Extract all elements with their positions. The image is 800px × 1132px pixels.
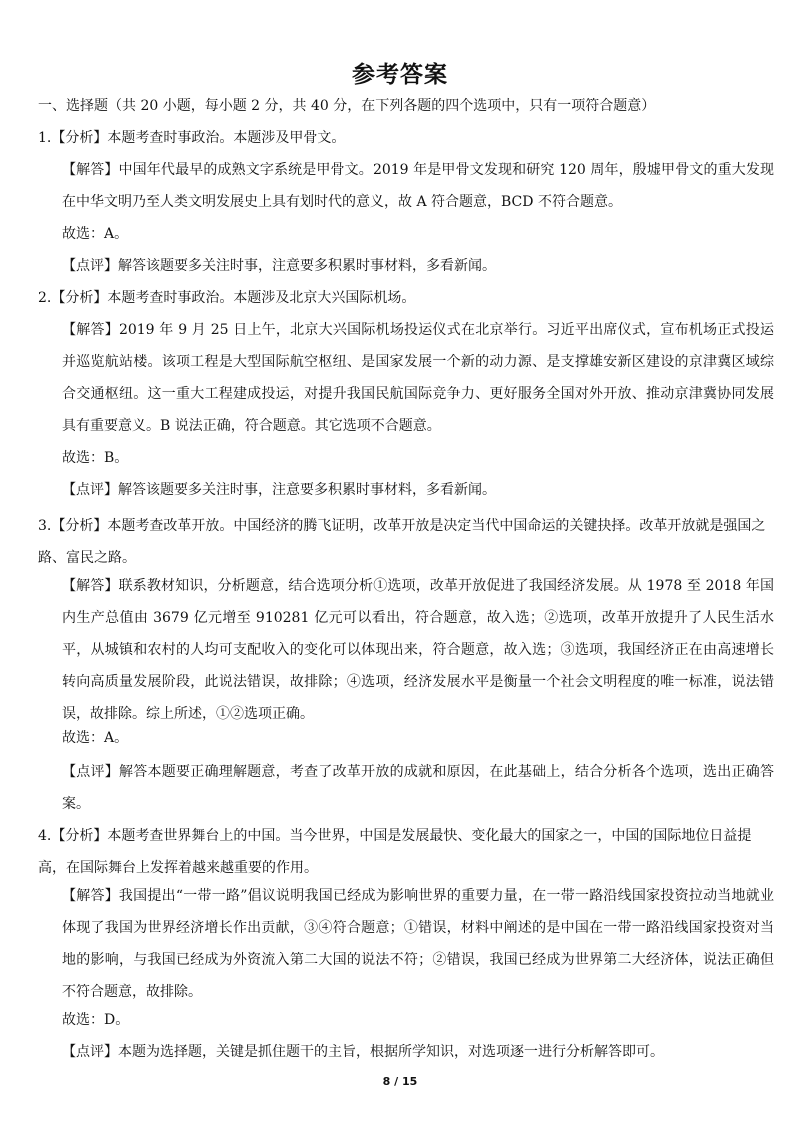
q4-answer: 【解答】我国提出“一带一路”倡议说明我国已经成为影响世界的重要力量，在一带一路沿线国家投资拉动当地就业体现了我国为世界经济增长作出贡献，③④符合题意；①错误，材料中阐述的是中国在一带一路沿线国家投资对当地的影响，与我国已经成为外资流入第二大国的说法不符；②错误，我国已经成为世界第二大经济体，说法正确但不符合题意，故排除。 [62,888,774,1000]
q4-analysis: 4.【分析】本题考查世界舞台上的中国。当今世界，中国是发展最快、变化最大的国家之一，中国的国际地位日益提高，在国际舞台上发挥着越来越重要的作用。 [38,828,752,876]
q3-choice: 故选：A。 [62,730,129,746]
q2-analysis: 2.【分析】本题考查时事政治。本题涉及北京大兴国际机场。 [38,290,416,306]
q1-answer: 【解答】中国年代最早的成熟文字系统是甲骨文。2019 年是甲骨文发现和研究 120 周年，殷墟甲骨文的重大发现在中华文明乃至人类文明发展史上具有划时代的意义，故 A 符合题意，BCD 不符合题意。 [62,162,774,210]
q1-analysis: 1.【分析】本题考查时事政治。本题涉及甲骨文。 [38,130,346,146]
q3-answer: 【解答】联系教材知识，分析题意，结合选项分析①选项，改革开放促进了我国经济发展。从 1978 至 2018 年国内生产总值由 3679 亿元增至 910281 亿元可以看出，符合题意，故入选；②选项，改革开放提升了人民生活水平，从城镇和农村的人均可支配收入的变化可以体现出来，符合题意，故入选；③选项，我国经济正在由高速增长转向高质量发展阶段，此说法错误，故排除；④选项，经济发展水平是衡量一个社会文明程度的唯一标准，说法错误，故排除。综上所述，①②选项正确。 [62,578,774,722]
q1-choice: 故选：A。 [62,226,129,242]
page-number: 8 / 15 [382,1075,418,1088]
q1-comment: 【点评】解答该题要多关注时事，注意要多积累时事材料，多看新闻。 [62,258,496,274]
section-header: 一、选择题（共 20 小题，每小题 2 分，共 40 分，在下列各题的四个选项中，只有一项符合题意） [38,98,656,114]
q3-comment: 【点评】解答本题要正确理解题意，考查了改革开放的成就和原因，在此基础上，结合分析各个选项，选出正确答案。 [62,764,774,812]
q4-choice: 故选：D。 [62,1012,130,1028]
q2-answer: 【解答】2019 年 9 月 25 日上午，北京大兴国际机场投运仪式在北京举行。习近平出席仪式，宣布机场正式投运并巡览航站楼。该项工程是大型国际航空枢纽、是国家发展一个新的动力源、是支撑雄安新区建设的京津冀区域综合交通枢纽。这一重大工程建成投运，对提升我国民航国际竞争力、更好服务全国对外开放、推动京津冀协同发展具有重要意义。B 说法正确，符合题意。其它选项不合题意。 [62,322,774,434]
q4-comment: 【点评】本题为选择题，关键是抓住题干的主旨，根据所学知识，对选项逐一进行分析解答即可。 [62,1044,664,1060]
q2-choice: 故选：B。 [62,450,129,466]
q3-analysis: 3.【分析】本题考查改革开放。中国经济的腾飞证明，改革开放是决定当代中国命运的关键抉择。改革开放就是强国之路、富民之路。 [38,518,766,566]
q2-comment: 【点评】解答该题要多关注时事，注意要多积累时事材料，多看新闻。 [62,482,496,498]
page-title: 参考答案 [352,62,448,88]
